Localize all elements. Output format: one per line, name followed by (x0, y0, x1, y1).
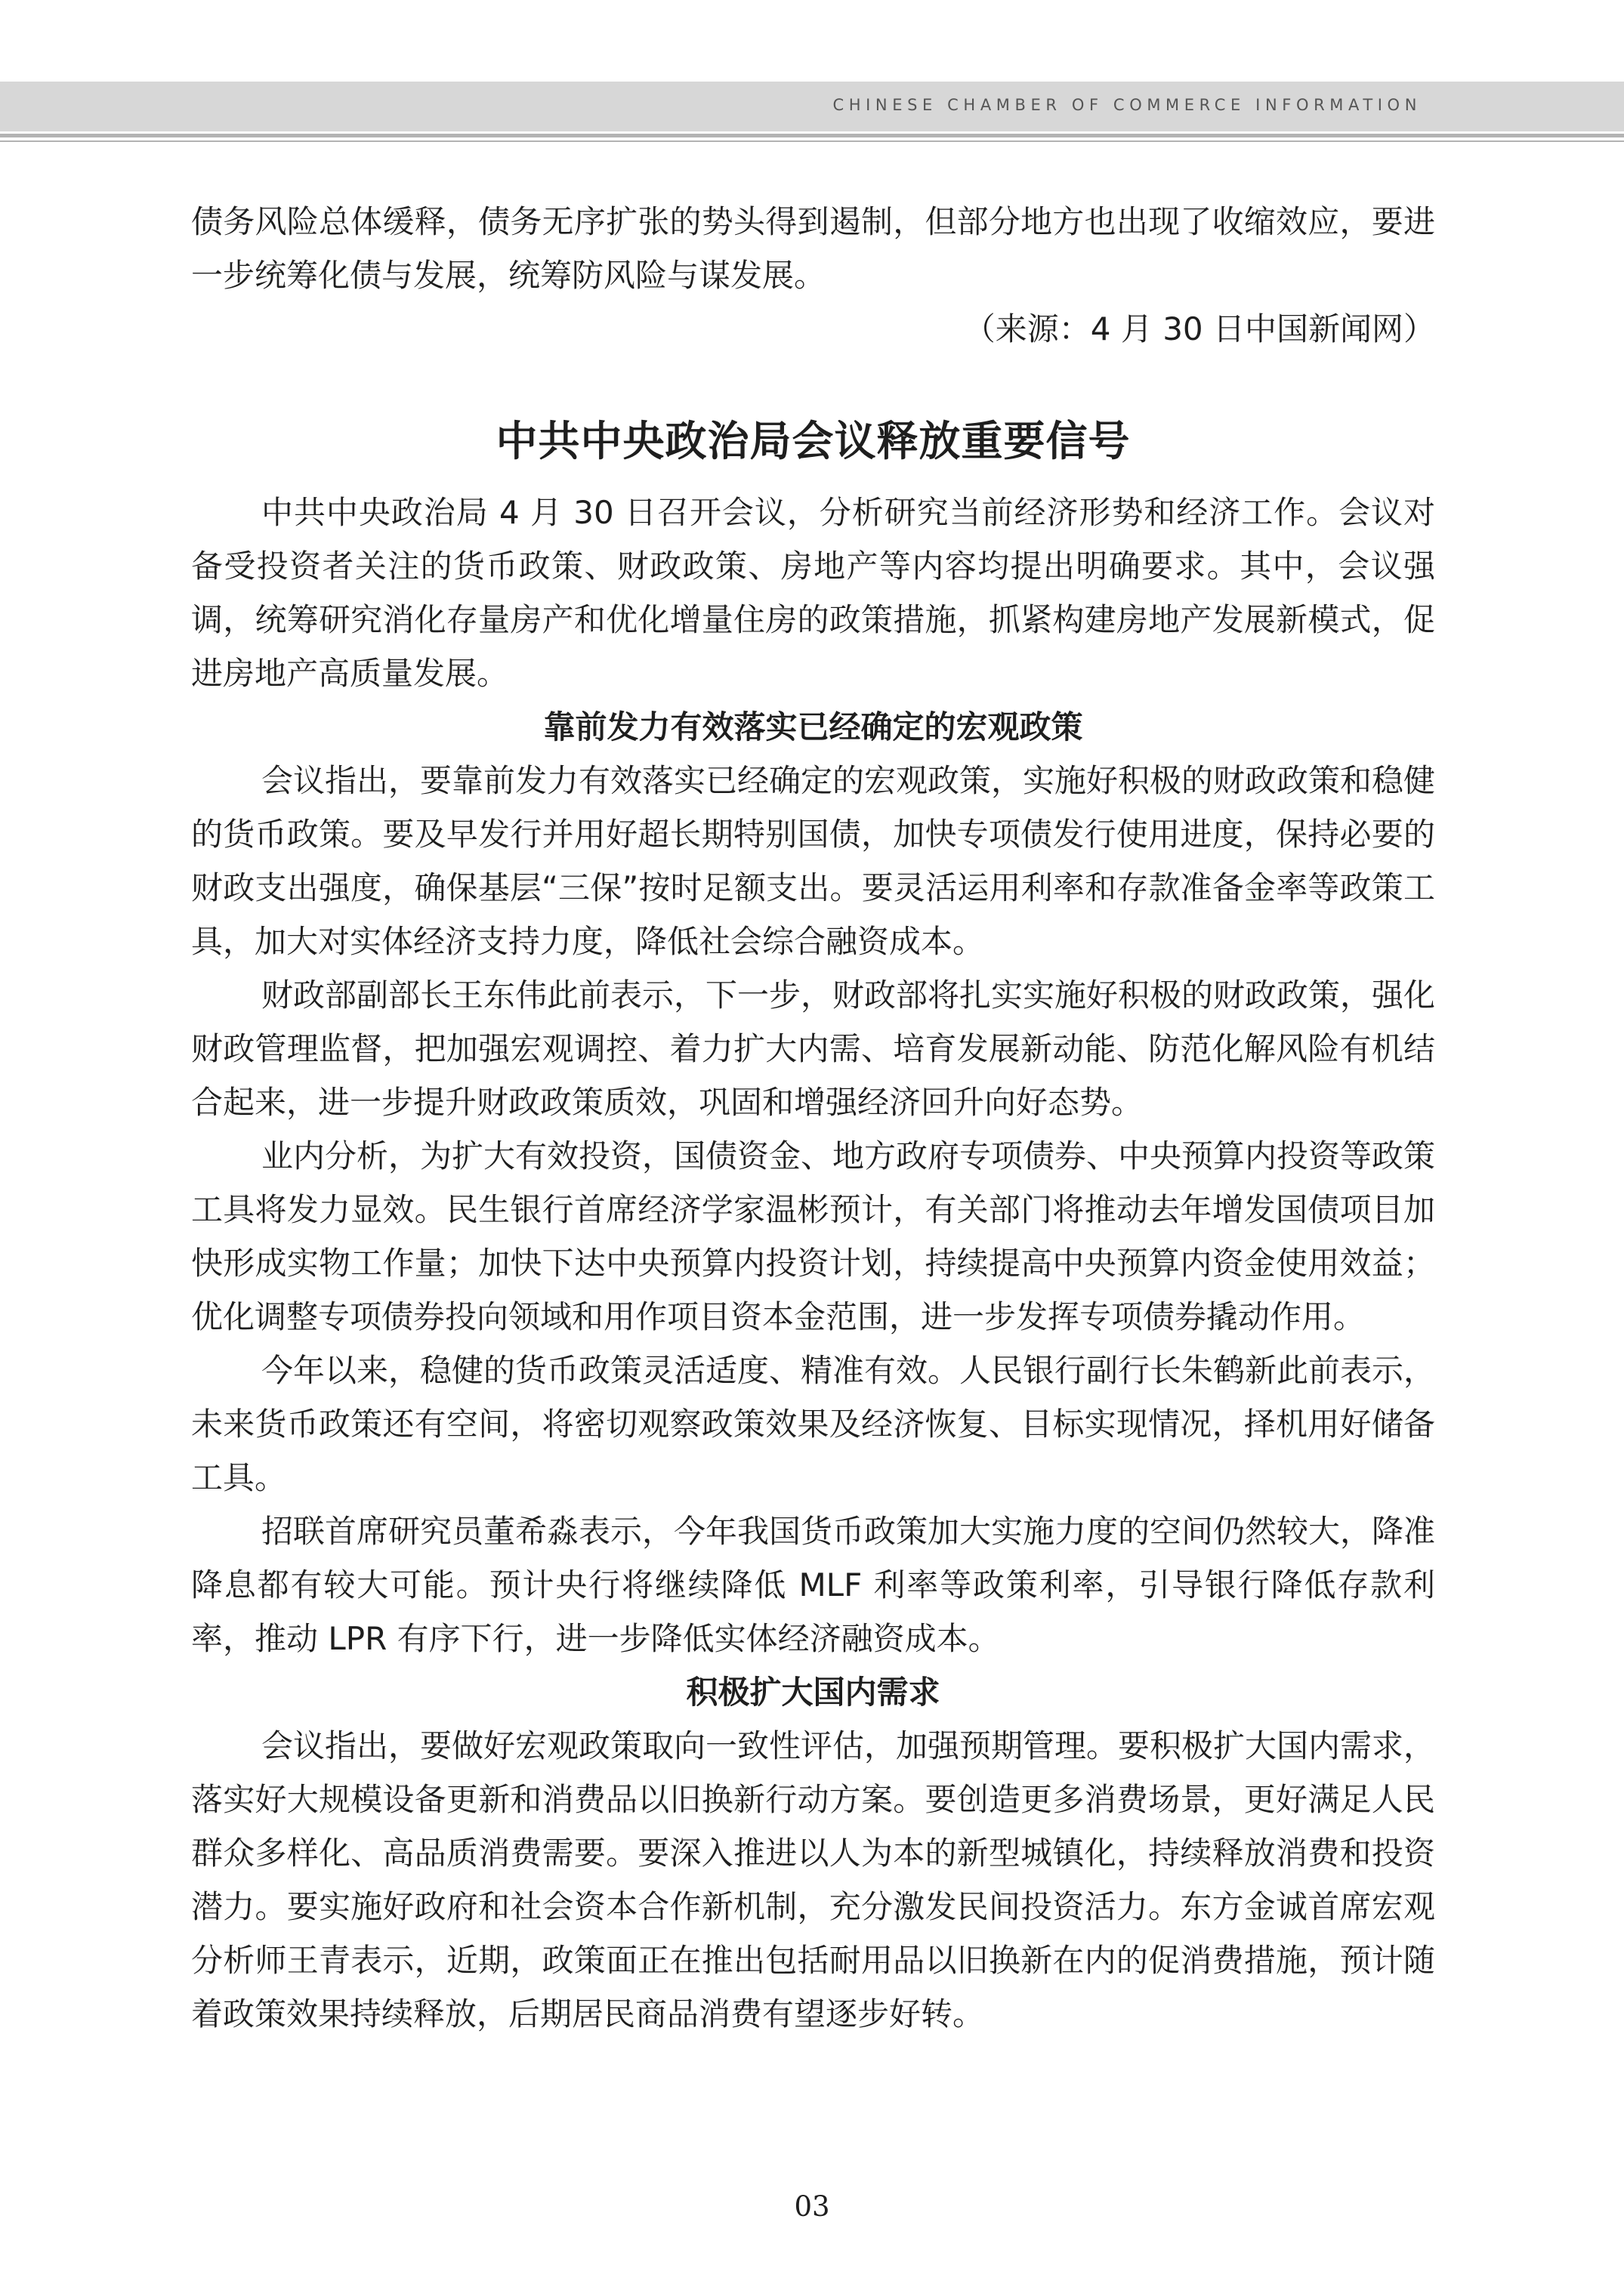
body-paragraph: 财政部副部长王东伟此前表示，下一步，财政部将扎实实施好积极的财政政策，强化财政管理监督，把加强宏观调控、着力扩大内需、培育发展新动能、防范化解风险有机结合起来，进一步提升财政政策质效，巩固和增强经济回升向好态势。 (191, 977, 1436, 1121)
lead-paragraph: 中共中央政治局 4 月 30 日召开会议，分析研究当前经济形势和经济工作。会议对备受投资者关注的货币政策、财政政策、房地产等内容均提出明确要求。其中，会议强调，统筹研究消化存量房产和优化增量住房的政策措施，抓紧构建房地产发展新模式，促进房地产高质量发展。 (191, 494, 1435, 692)
page-content (191, 195, 1435, 2041)
header-rule (0, 134, 1624, 137)
source-citation: （来源：4 月 30 日中国新闻网） (963, 310, 1435, 347)
article-title: 中共中央政治局会议释放重要信号 (496, 417, 1131, 465)
publication-header: CHINESE CHAMBER OF COMMERCE INFORMATION (832, 96, 1422, 114)
body-paragraph: 会议指出，要靠前发力有效落实已经确定的宏观政策，实施好积极的财政政策和稳健的货币政策。要及早发行并用好超长期特别国债，加快专项债发行使用进度，保持必要的财政支出强度，确保基层“三保”按时足额支出。要灵活运用利率和存款准备金率等政策工具，加大对实体经济支持力度，降低社会综合融资成本。 (191, 762, 1436, 960)
body-paragraph: 今年以来，稳健的货币政策灵活适度、精准有效。人民银行副行长朱鹤新此前表示，未来货币政策还有空间，将密切观察政策效果及经济恢复、目标实现情况，择机用好储备工具。 (191, 1352, 1436, 1496)
section-heading: 靠前发力有效落实已经确定的宏观政策 (543, 708, 1083, 745)
body-paragraph: 招联首席研究员董希淼表示，今年我国货币政策加大实施力度的空间仍然较大，降准降息都有较大可能。预计央行将继续降低 MLF 利率等政策利率，引导银行降低存款利率，推动 LPR 有序下行，进一步降低实体经济融资成本。 (191, 1513, 1436, 1657)
section-heading: 积极扩大国内需求 (686, 1674, 940, 1711)
intro-text: 债务风险总体缓释，债务无序扩张的势头得到遏制，但部分地方也出现了收缩效应，要进一步统筹化债与发展，统筹防风险与谋发展。 (191, 203, 1435, 294)
intro-paragraph (191, 195, 1435, 356)
body-paragraph: 业内分析，为扩大有效投资，国债资金、地方政府专项债券、中央预算内投资等政策工具将发力显效。民生银行首席经济学家温彬预计，有关部门将推动去年增发国债项目加快形成实物工作量；加快下达中央预算内投资计划，持续提高中央预算内资金使用效益；优化调整专项债券投向领域和用作项目资本金范围，进一步发挥专项债券撬动作用。 (191, 1137, 1436, 1335)
body-paragraph: 会议指出，要做好宏观政策取向一致性评估，加强预期管理。要积极扩大国内需求，落实好大规模设备更新和消费品以旧换新行动方案。要创造更多消费场景，更好满足人民群众多样化、高品质消费需要。要深入推进以人为本的新型城镇化，持续释放消费和投资潜力。要实施好政府和社会资本合作新机制，充分激发民间投资活力。东方金诚首席宏观分析师王青表示，近期，政策面正在推出包括耐用品以旧换新在内的促消费措施，预计随着政策效果持续释放，后期居民商品消费有望逐步好转。 (191, 1727, 1436, 2032)
page-number: 03 (794, 2190, 830, 2223)
header-rule-thin (0, 140, 1624, 142)
